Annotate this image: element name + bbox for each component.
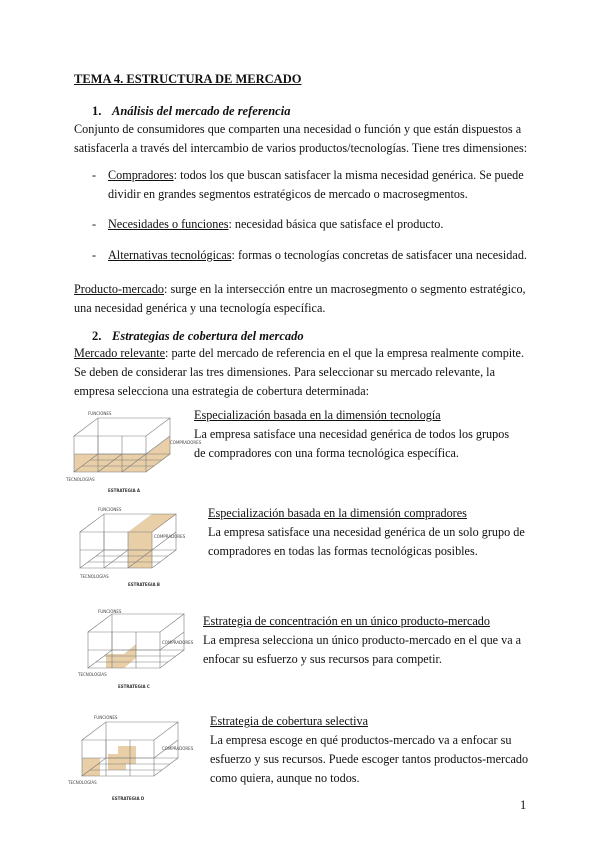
document-title: TEMA 4. ESTRUCTURA DE MERCADO [74, 72, 302, 86]
figure-caption: ESTRATEGIA C [118, 684, 150, 689]
strategy-c [203, 612, 523, 669]
axis-label-functions: FUNCIONES [98, 507, 122, 512]
axis-label-technologies: TECNOLOGÍAS [66, 477, 95, 482]
strategy-title: Especialización basada en la dimensión tecnología [194, 408, 441, 422]
section-1-heading [92, 102, 290, 121]
strategy-text: La empresa satisface una necesidad genérica de un solo grupo de compradores en todas las formas tecnológicas posibles. [208, 525, 525, 558]
dimension-term: Alternativas tecnológicas [108, 248, 232, 262]
strategy-c-diagram [78, 608, 198, 694]
strategy-b-diagram [80, 506, 200, 592]
strategy-d-diagram [68, 714, 198, 804]
strategy-text: La empresa selecciona un único producto-mercado en el que va a enfocar su esfuerzo y sus recursos para competir. [203, 633, 522, 666]
strategy-a [194, 406, 514, 463]
strategy-d [210, 712, 530, 788]
dimension-text: : formas o tecnologías concretas de satisfacer una necesidad. [231, 248, 527, 262]
dimension-term: Necesidades o funciones [108, 217, 229, 231]
figure-caption: ESTRATEGIA B [128, 582, 160, 587]
axis-label-functions: FUNCIONES [88, 411, 112, 416]
section-2-number: 2. [92, 329, 102, 343]
axis-label-buyers: COMPRADORES [154, 534, 186, 539]
strategy-text: La empresa satisface una necesidad genérica de todos los grupos de compradores con una forma tecnológica específica. [194, 427, 510, 460]
dimension-term: Compradores [108, 168, 174, 182]
bullet-dash: - [92, 248, 97, 262]
strategy-text: La empresa escoge en qué productos-mercado va a enfocar su esfuerzo y sus recursos. Puede escoger tantos productos-mercado como quiera, aunque no todos. [210, 733, 529, 785]
page-number: 1 [520, 798, 527, 812]
producto-mercado-definition [74, 280, 534, 318]
definition-term: Producto-mercado [74, 282, 165, 296]
strategy-b [208, 504, 528, 561]
section-1-intro: Conjunto de consumidores que comparten una necesidad o función y que están dispuestos a satisfacerla a través del intercambio de varios productos/tecnologías. Tiene tres dimensiones: [74, 122, 528, 155]
axis-label-technologies: TECNOLOGÍAS [78, 672, 107, 677]
mercado-relevante-definition [74, 344, 534, 401]
definition-term: Mercado relevante [74, 346, 166, 360]
strategy-title: Especialización basada en la dimensión compradores [208, 506, 467, 520]
definition-text: : surge en la intersección entre un macrosegmento o segmento estratégico, una necesidad genérica y una tecnología específica. [74, 282, 526, 315]
definition-text: : parte del mercado de referencia en el que la empresa realmente compite. Se deben de considerar las tres dimensiones. Para seleccionar su mercado relevante, la empresa selecciona una estrategia de cobertura determinada: [74, 346, 525, 398]
bullet-dash: - [92, 168, 97, 182]
section-2-title: Estrategias de cobertura del mercado [112, 329, 304, 343]
axis-label-buyers: COMPRADORES [170, 440, 202, 445]
axis-label-functions: FUNCIONES [98, 609, 122, 614]
axis-label-buyers: COMPRADORES [162, 640, 194, 645]
strategy-a-diagram [66, 410, 202, 498]
figure-caption: ESTRATEGIA A [108, 488, 141, 493]
axis-label-buyers: COMPRADORES [162, 746, 194, 751]
strategy-title: Estrategia de concentración en un único producto-mercado [203, 614, 490, 628]
bullet-dash: - [92, 217, 97, 231]
figure-caption: ESTRATEGIA D [112, 796, 145, 801]
dimension-text: : todos los que buscan satisfacer la misma necesidad genérica. Se puede dividir en grandes segmentos estratégicos de mercado o macrosegmentos. [108, 168, 524, 201]
dimension-text: : necesidad básica que satisface el producto. [228, 217, 444, 231]
section-1-number: 1. [92, 104, 102, 118]
axis-label-technologies: TECNOLOGÍAS [68, 780, 97, 785]
strategy-title: Estrategia de cobertura selectiva [210, 714, 369, 728]
axis-label-functions: FUNCIONES [94, 715, 118, 720]
axis-label-technologies: TECNOLOGÍAS [80, 574, 109, 579]
section-1-title: Análisis del mercado de referencia [112, 104, 291, 118]
